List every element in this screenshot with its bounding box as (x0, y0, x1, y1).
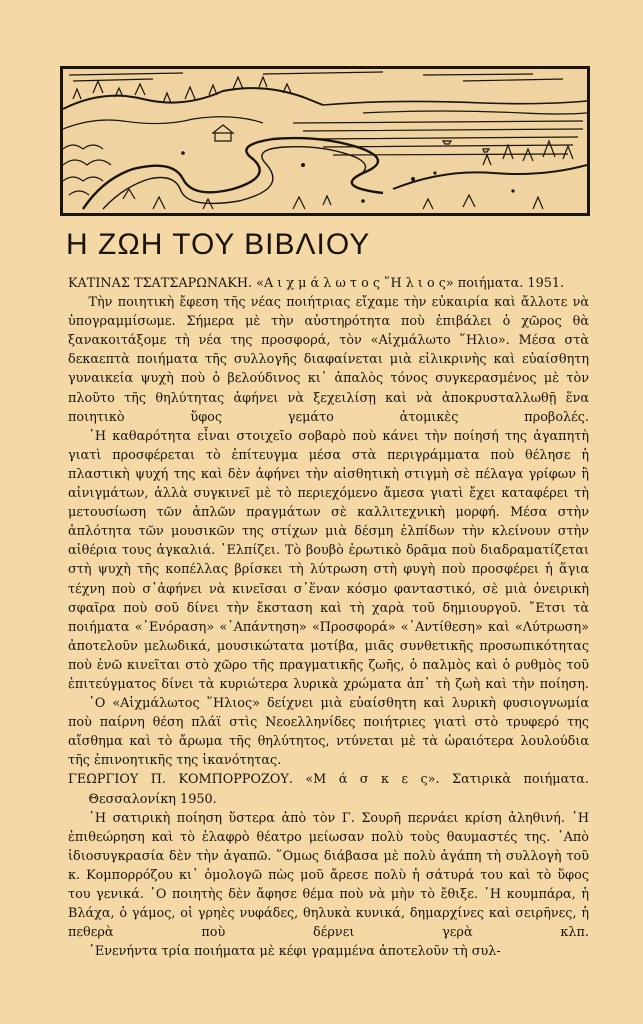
review-heading: ΚΑΤΙΝΑΣ ΤΣΑΤΣΑΡΩΝΑΚΗ. «Α ι χ μ ά λ ω τ ο ς ῞Η λ ι ο ς» ποιήματα. 1951. (68, 276, 565, 291)
review-paragraph: ᾽Ενενήντα τρία ποιήματα μὲ κέφι γραμμένα ἀποτελοῦν τὴ συλ- (88, 944, 501, 960)
review-paragraph: ῾Ο «Αἰχμάλωτος ῞Ηλιος» δείχνει μιὰ εὐαίσθητη καὶ λυρικὴ φυσιογνωμία ποὺ παίρνη θέση πλάϊ στὶς Νεοελληνίδες ποιήτριες γιατὶ στὸ τρυφερό της αἴσθημα καὶ τὸ ἄρωμα τῆς θηλύτητος, ντύνεται μὲ τὰ ὡραιότερα λουλούδια τῆς ἐπινοητικῆς της ἱκανότητας. (68, 696, 589, 769)
landscape-engraving-drawing (63, 69, 587, 213)
review-paragraph: ῾Η καθαρότητα εἶναι στοιχεῖο σοβαρὸ ποὺ κάνει τὴν ποίησή της ἀγαπητὴ γιατὶ προσφέρεται τὸ ἐπίτευγμα μέσα στὰ περιγράμματα ποὺ θέλησε ἡ πλαστικὴ ψυχή της καὶ δὲν ἀφήνει τὴν αἰσθητικὴ στιγμὴ σὲ πέλαγα γρίφων ἢ αἰνιγμάτων, ἀλλὰ συγκινεῖ μὲ τὸ περιεχόμενο ἄμεσα γιατὶ ἔχει καταφέρει τὴ μετουσίωση τῶν ἁπλῶν πραγμάτων σὲ καλλιτεχνικὴ μορφή. Μέσα στὴν ἁπλότητα τῶν μουσικῶν της στίχων μιὰ δέσμη ἐλπίδων τὴν κλείνουν στὴν αἰθέρια τους ἀγκαλιά. ᾽Ελπίζει. Τὸ βουβὸ ἐρωτικὸ δρᾶμα ποὺ διαδραματίζεται στὴ ψυχὴ τῆς κοπέλλας βρίσκει τὴ λύτρωση στὴ φυγὴ ποὺ προσφέρει ἡ ἅγια τέχνη ποὺ σ᾽ἀφήνει νὰ κινεῖσαι σ᾽ἕναν κόσμο φανταστικό, σὲ μιὰ ὀνειρικὴ σφαῖρα ποὺ σοῦ δίνει τὴν ἔκσταση καὶ τὴ χαρὰ τοῦ δημιουργοῦ. ῎Ετσι τὰ ποιήματα «᾽Ενόραση» «᾽Απάντηση» «Προσφορά» «᾽Αντίθεση» καὶ «Λύτρωση» ἀποτελοῦν μελωδικά, μουσικώτατα μοτίβα, μιᾶς συνθετικῆς προσωπικότητας ποὺ ἐνῶ κινεῖται στὸ χῶρο τῆς πραγματικῆς ζωῆς, ὁ παλμὸς καὶ ὁ ρυθμὸς τοῦ ἐπιτεύγματος δίνει τὰ κυριώτερα λυρικὰ χρώματα ἀπ᾽ τὴ ζωὴ καὶ τὴν ποίηση. (68, 428, 589, 692)
landscape-engraving (60, 66, 590, 216)
reviews-text (68, 274, 589, 961)
review-paragraph: ῾Η σατιρικὴ ποίηση ὕστερα ἀπὸ τὸν Γ. Σουρῆ περνάει κρίση ἀληθινή. ῾Η ἐπιθεώρηση καὶ τὸ ἐλαφρὸ θέατρο μείωσαν πολὺ τοὺς θαυμαστές της. ᾽Απὸ ἰδιοσυγκρασία δὲν τὴν ἀγαπῶ. ῞Ομως διάβασα μὲ πολὺ ἀγάπη τὴ συλλογὴ τοῦ κ. Κομπορρόζου κι᾽ ὁμολογῶ πὼς μοῦ ἄρεσε πολὺ ἡ σάτυρά του καὶ τὸ ὕφος του γενικά. ῾Ο ποιητὴς δὲν ἄφησε θέμα ποὺ νὰ μὴν τὸ ἔθιξε. ῾Η κουμπάρα, ἡ Βλάχα, ὁ γάμος, οἱ γρηὲς νυφάδες, θηλυκὰ κυνικά, δημαρχίνες καὶ σειρῆνες, ἡ πεθερὰ ποὺ δέρνει γερὰ κλπ. (68, 810, 589, 941)
review-heading: ΓΕΩΡΓΙΟΥ Π. ΚΟΜΠΟΡΡΟΖΟΥ. «Μ ά σ κ ε ς». Σατιρικὰ ποιήματα. Θεσσαλονίκη 1950. (68, 772, 589, 807)
section-title: Η ΖΩΗ ΤΟΥ ΒΙΒΛΙΟΥ (66, 228, 371, 261)
review-paragraph: Τὴν ποιητικὴ ἔφεση τῆς νέας ποιήτριας εἴχαμε τὴν εὐκαιρία καὶ ἄλλοτε νὰ ὑπογραμμίσωμε. Σήμερα μὲ τὴν αὐστηρότητα ποὺ ἐπιβάλει ὁ χῶρος θὰ ξανακοιτάξομε τὴ νέα της προσφορά, τὸν «Αἰχμάλωτο ῞Ηλιο». Μέσα στὰ δεκαεπτὰ ποιήματα τῆς συλλογῆς διαφαίνεται μιὰ εἰλικρινὴς καὶ εὐαίσθητη γυναικεία ψυχὴ ποὺ ὁ βελούδινος κι᾽ ἁπαλὸς τόνος συγκερασμένος μὲ τὸν πλοῦτο τῆς θηλύτητας ἀφήνει νὰ ξεχειλίσῃ καὶ νὰ ἀποκρυσταλλωθῇ ἕνα ποιητικὸ ὕφος γεμάτο ἀτομικὲς προβολές. (68, 295, 589, 425)
